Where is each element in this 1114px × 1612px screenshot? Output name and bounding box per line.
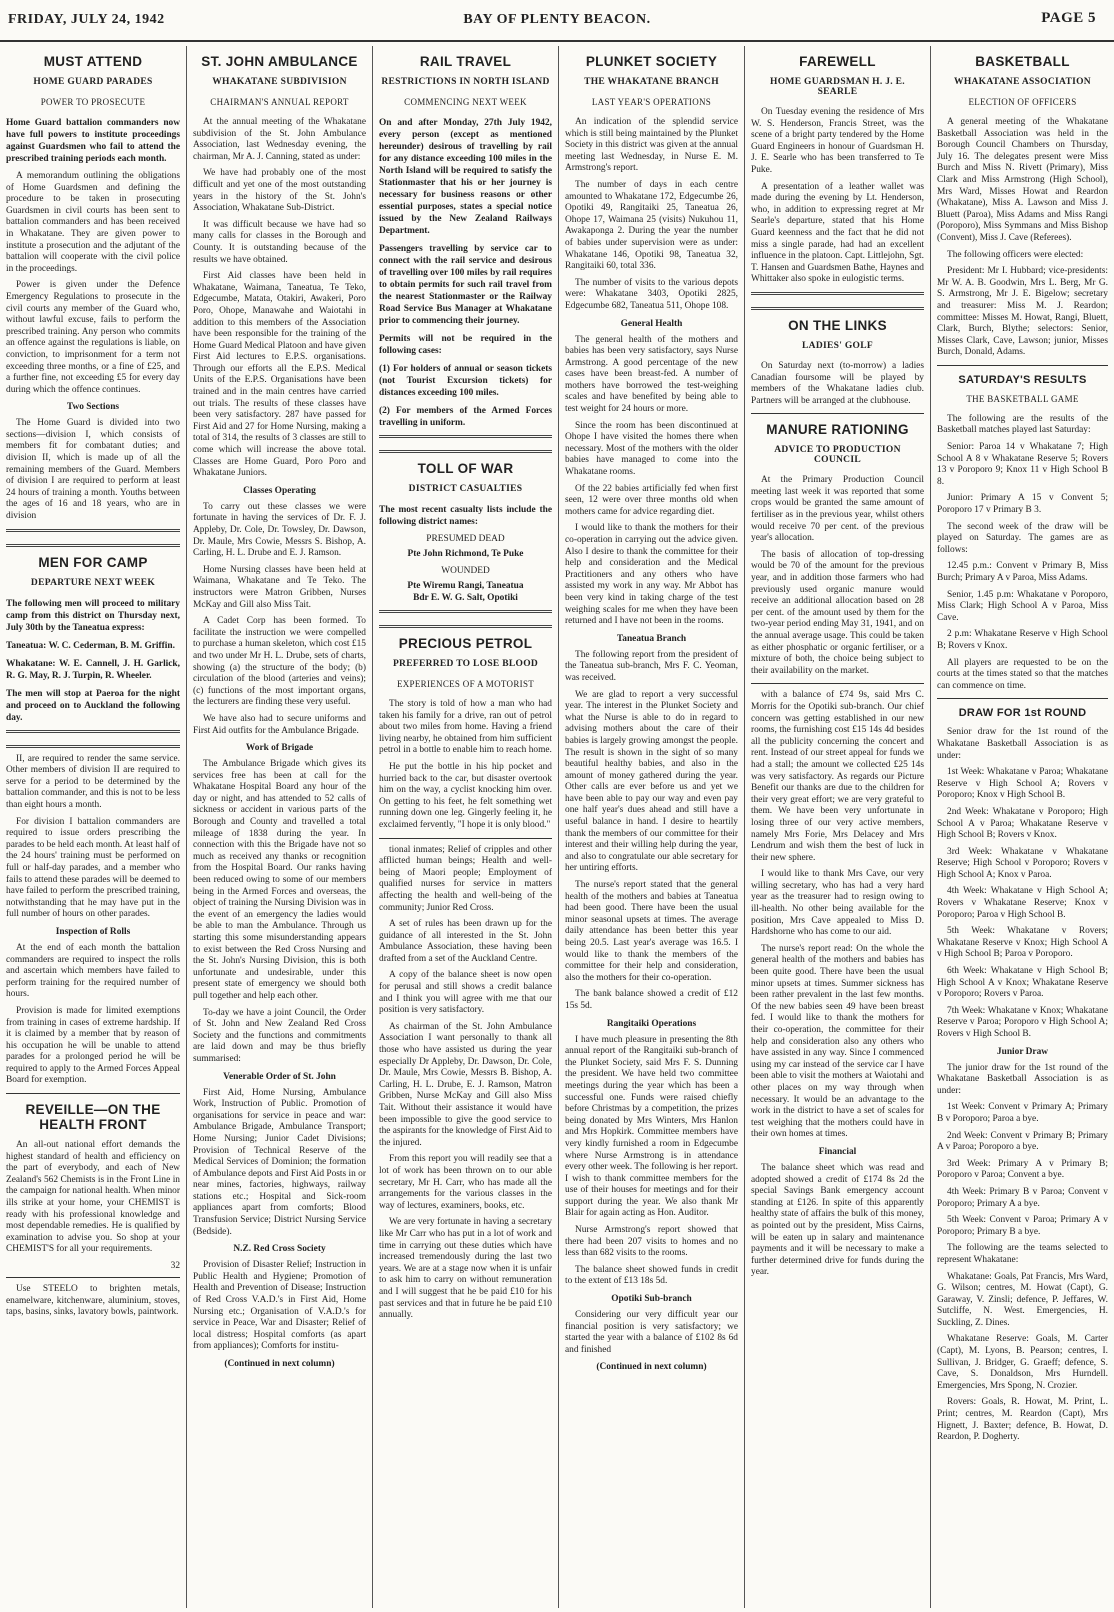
paragraph: The second week of the draw will be played on Saturday. The games are as follows:	[937, 521, 1108, 555]
paragraph: At the Primary Production Council meeting last week it was reported that some crops would be granted the same amount of fertiliser as in the previous year, whilst others would receive 70 per cent. of the previous year's allocation.	[751, 475, 924, 544]
paragraph: Rovers: Goals, R. Howat, M. Print, L. Print; centres, M. Reardon (Capt), Mrs Hignett, J. Baxter; defence, B. Howat, D. Reardon, P. Dogherty.	[937, 1397, 1108, 1443]
continued-note: (Continued in next column)	[224, 1359, 335, 1369]
advert-number: 32	[170, 1261, 180, 1271]
section-subhead: Two Sections	[66, 402, 120, 413]
rule	[6, 1277, 180, 1278]
lead-paragraph: Taneatua: W. C. Cederman, B. M. Griffin.	[6, 640, 175, 651]
paper-name: BAY OF PLENTY BEACON.	[463, 12, 651, 27]
column-1	[0, 46, 186, 1608]
paragraph: We have also had to secure uniforms and First Aid outfits for the Ambulance Brigade.	[193, 713, 366, 736]
section-subhead: General Health	[620, 318, 683, 329]
column-6	[930, 46, 1114, 1608]
paragraph: We are glad to report a very successful year. The interest in the Plunket Society and what the Nurse is able to do in regard to advising mothers about the care of their babies is largely growing amongst the people. The result is shown in the sight of so many beautiful healthy babies, and also in the amount of money gathered during the year. Other calls are ever before us and yet we have been able to pay our way and even pay one half year's dues ahead and still have a useful balance in hand. I desire to heartily thank the members of our committee for their interest and their willing help during the year, and also to congratulate our able secretary for her untiring efforts.	[565, 689, 738, 874]
rule	[751, 413, 924, 414]
section-subhead: Junior Draw	[996, 1046, 1049, 1057]
lead-paragraph: On and after Monday, 27th July 1942, every person (except as mentioned hereunder) desirous of travelling by rail for any distance exceeding 100 miles in the North Island will be required to satisfy the Stationmaster that his or her journey is necessary for business reasons or other essential purposes, states a special notice issued by the New Zealand Railways Department.	[379, 118, 552, 236]
section-subhead: Work of Brigade	[245, 743, 314, 754]
lead-paragraph: Permits will not be required in the following cases:	[379, 334, 552, 356]
paragraph: 6th Week: Whakatane v High School B; High School A v Knox; Whakatane Reserve v Poroporo; Rovers v Paroa.	[937, 966, 1108, 1000]
paragraph: We are very fortunate in having a secretary like Mr Carr who has put in a lot of work and time in carrying out these duties which have increased tremendously during the last two years. We are at a stage now when it is unfair to ask him to carry on without remuneration and I will suggest that he be paid £10 for his past services and that in future he be paid £10 annually.	[379, 1217, 552, 1321]
paragraph: Nurse Armstrong's report showed that there had been 207 visits to homes and no less than 682 visits to the rooms.	[565, 1225, 738, 1259]
continued-note: (Continued in next column)	[596, 1362, 707, 1373]
paragraph: The Ambulance Brigade which gives its services free has been at call for the Whakatane Hospital Board any hour of the day or night, and has attended to 52 calls of sickness or accident in various parts of the Borough and County and travelled a total mileage of 1838 during the year. In connection with this the Brigade have not so much as received any thanks or recognition from the Hospital Board. Our ranks having been reduced owing to some of our members being in the Armed Forces and overseas, the object of training the Nursing Division was in the event of an emergency the ladies would be able to man the Ambulance. Through us starting this some misunderstanding appears to exist between the Red Cross Nursing and the St. John's Nursing Division, this is both unfortunate and undesirable, under this present state of emergency we should both pull together and help each other.	[193, 759, 366, 1001]
lead-paragraph: The following men will proceed to military camp from this district on Thursday next, July 30th by the Taneatua express:	[6, 598, 180, 633]
headline-st-john: ST. JOHN AMBULANCE	[201, 54, 358, 69]
kicker: LAST YEAR'S OPERATIONS	[591, 97, 712, 107]
paragraph: On Saturday next (to-morrow) a ladies Canadian foursome will be played by members of the Whakatane ladies club. Partners will be arranged at the clubhouse.	[751, 360, 924, 406]
paragraph: with a balance of £74 9s, said Mrs C. Morris for the Opotiki sub-branch. Our chief concern was getting established in our new rooms, the furnishing cost £15 14s 4d besides all the publicity concerning the concert and rent. Instead of our street appeal for funds we had a stall; the amount we collected £25 14s was very satisfactory. As regards our Picture Benefit our thanks are due to the children for their very great effort; we are very grateful to them. We have been very unfortunate in losing three of our very active members, namely Mrs Forie, Mrs Delacey and Mrs Lendrum and wish them the best of luck in their new sphere.	[751, 690, 924, 863]
subhead: HOME GUARD PARADES	[33, 77, 153, 87]
paragraph: 2 p.m: Whakatane Reserve v High School B; Rovers v Knox.	[937, 629, 1108, 651]
paragraph: The nurse's report stated that the general health of the mothers and babies at Taneatua had been good. There have been the usual minor seasonal upsets at times. The average daily attendance has been better this year being 20.5. Last year's average was 16.5. I would like to thank the members of the committee for their help and consideration, also the mothers for their co-operation.	[565, 880, 738, 983]
paragraph: The following officers were elected:	[947, 249, 1084, 260]
advert-paragraph: An all-out national effort demands the highest standard of health and efficiency on the part of everybody, and each of New Zealand's 562 Chemists is in the Front Line in the campaign for national health. When minor ills strike at your home, your CHEMIST is ready with his professional knowledge and most dependable remedies. He is qualified by examination to advise you. So shop at your CHEMIST'S for all your requirements.	[6, 1140, 180, 1255]
subhead: HOME GUARDSMAN H. J. E. SEARLE	[770, 77, 905, 97]
headline-basketball: BASKETBALL	[975, 54, 1070, 69]
lead-paragraph: Whakatane: W. E. Cannell, J. H. Garlick, R. G. May, R. J. Turpin, R. Wheeler.	[6, 658, 180, 681]
ornamental-divider	[379, 610, 552, 628]
kicker: THE BASKETBALL GAME	[966, 393, 1079, 404]
paragraph: I would like to thank the mothers for their co-operation in carrying out the advice given. Also I desire to thank the committee for their help and consideration and the Medical Practitioners and any others who have assisted my work in any way. Mr Abbot has been very kind in taking charge of the test weighing scales for me when they have been returned and I have not been in the rooms.	[565, 523, 738, 627]
paragraph: 5th Week: Convent v Paroa; Primary A v Poroporo; Primary B a bye.	[937, 1215, 1108, 1237]
paragraph: Senior: Paroa 14 v Whakatane 7; High School A 8 v Whakatane Reserve 5; Rovers 13 v Poroporo 9; Knox 11 v High School B 8.	[937, 442, 1108, 487]
headline-plunket: PLUNKET SOCIETY	[585, 54, 718, 69]
paragraph: 4th Week: Primary B v Paroa; Convent v Poroporo; Primary A a bye.	[937, 1186, 1108, 1209]
paragraph: The following are the teams selected to represent Whakatane:	[937, 1243, 1108, 1265]
lead-paragraph: (1) For holders of annual or season tickets (not Tourist Excursion tickets) for distances exceeding 100 miles.	[379, 364, 552, 398]
paragraph: A Cadet Corp has been formed. To facilitate the instruction we were compelled to purchase a human skeleton, which cost £15 and two under Mr H. L. Drube, sets of charts, showing (a) the structure of the body; (b) circulation of the blood (arteries and veins); (c) functions of the most important organs, the lecturers are finding these very useful.	[193, 616, 366, 708]
paragraph: Considering our very difficult year our financial position is very satisfactory; we started the year with a balance of £102 8s 6d and finished	[565, 1310, 738, 1355]
kicker: POWER TO PROSECUTE	[40, 97, 146, 107]
paragraph: Power is given under the Defence Emergency Regulations to prosecute in the civil courts any member of the Guard who, without lawful excuse, fails to perform the prescribed training. Any person who commits an offence against the regulations is liable, on conviction, to imprisonment for a term not exceeding three months, or a fine of £25, and a further fine, not exceeding £5 for every day during which the offence continues.	[6, 280, 180, 395]
headline-draw: DRAW FOR 1st ROUND	[958, 707, 1087, 720]
ornamental-divider	[6, 730, 180, 748]
paragraph: First Aid classes have been held in Whakatane, Waimana, Taneatua, Te Teko, Edgecumbe, Matata, Otakiri, Awakeri, Poro Poro, Ohope, Manawahe and Waiotahi in addition to this members of the Association have been responsible for the training of the Home Guard Medical Platoon and have given First Aid lectures to E.P.S. organisations. Through our efforts all the E.P.S. Medical Units of the E.P.S. Organisations have been trained and in the main centres have carried out trials. The results of these classes have been very satisfactory. 287 have passed for First Aid and 27 for Home Nursing, making a total of 314, the results of 3 classes are still to come which will increase the above total. Classes are Home Guard, Poro Poro and Whakatane Juniors.	[193, 271, 366, 479]
subhead: PREFERRED TO LOSE BLOOD	[392, 659, 539, 669]
paragraph: All players are requested to be on the courts at the times stated so that the matches can commence on time.	[937, 657, 1108, 691]
paragraph: 3rd Week: Whakatane v Whakatane Reserve; High School v Poroporo; Rovers v High School A; Knox v Paroa.	[937, 846, 1108, 880]
paragraph: Home Nursing classes have been held at Waimana, Whakatane and Te Teko. The instructors were Matron Gribben, Nurses McKay and Gill also Miss Tait.	[193, 564, 366, 610]
paragraph: The balance sheet which was read and adopted showed a credit of £174 8s 2d the special Savings Bank emergency account standing at £126. In spite of this apparently healthy state of affairs the bulk of this money, as pointed out by the president, Miss Cairns, will be eaten up in salary and maintenance payments and it will be necessary to make a further determined drive for funds during the year.	[751, 1162, 924, 1278]
section-subhead: Financial	[818, 1146, 857, 1157]
paragraph: The following report from the president of the Taneatua sub-branch, Mrs F. C. Yeoman, was received.	[565, 649, 738, 683]
headline-men-for-camp: MEN FOR CAMP	[38, 554, 148, 570]
paragraph: 12.45 p.m.: Convent v Primary B, Miss Burch; Primary A v Paroa, Miss Adams.	[937, 561, 1108, 583]
paragraph: President: Mr I. Hubbard; vice-presidents: Mr W. A. B. Goodwin, Mrs L. Berg, Mr G. S. Armstrong, Mr J. E. Bigelow; secretary and treasurer: Miss M. J. Reardon; committee: Misses M. Howat, Rangi, Bluett, Clark, Burch, Blythe; selectors: Senior, Misses Clark, Cave, Lawson; junior, Misses Burch, Donald, Adams.	[937, 266, 1108, 358]
headline-rail-travel: RAIL TRAVEL	[419, 54, 512, 69]
paragraph: It was difficult because we have had so many calls for classes in the Borough and County. It is outstanding because of the results we have obtained.	[193, 219, 366, 265]
paragraph: On Tuesday evening the residence of Mrs W. S. Henderson, Francis Street, was the scene of a bright party tendered by the Home Guard Engineers in honour of Guardsman H. J. E. Searle who has been transferred to Te Puke.	[751, 107, 924, 175]
headline-precious-petrol: PRECIOUS PETROL	[398, 636, 533, 651]
headline-manure-rationing: MANURE RATIONING	[766, 422, 909, 438]
rule	[6, 1093, 180, 1094]
column-5	[744, 46, 930, 1608]
paragraph: A set of rules has been drawn up for the guidance of all interested in the St. John Ambulance Association, these having been drafted from a set of the Auckland Centre.	[379, 919, 552, 964]
advert-paragraph: Use STEELO to brighten metals, enamelware, kitchenware, aluminium, stoves, taps, basins, sinks, lavatory bowls, paintwork.	[6, 1284, 180, 1318]
paragraph: 3rd Week: Primary A v Primary B; Poroporo v Paroa; Convent a bye.	[937, 1158, 1108, 1181]
headline-must-attend: MUST ATTEND	[43, 54, 143, 69]
subhead: DISTRICT CASUALTIES	[408, 484, 523, 494]
paragraph: 4th Week: Whakatane v High School A; Rovers v Whakatane Reserve; Knox v Poroporo; Paroa v High School B.	[937, 886, 1108, 920]
paragraph: The basis of allocation of top-dressing would be 70 of the amount for the previous year, and in addition those farmers who had previously used organic manure would receive an additional allocation based on 28 per cent. of the amount used by them for the two-year period ending May 31, 1941, and on the annual average usage. This could be taken as either phosphatic or organic fertiliser, or a mixture of both, the choice being subject to their availability on the market.	[751, 549, 924, 676]
paragraph: Of the 22 babies artificially fed when first seen, 12 were over three months old when mothers came for advice regarding diet.	[565, 483, 738, 517]
paragraph: I have much pleasure in presenting the 8th annual report of the Rangitaiki sub-branch of the Plunket Society, said Mrs F. S. Dunning the president. We have held two committee meetings during the year which has been a successful one. Funds were raised chiefly before Christmas by a competition, the prizes being donated by Mrs Winters, Mrs Hanlon and Mrs Hopkirk. Committee members have very kindly furnished a room in Edgecumbe where Nurse Armstrong is in attendance every other week. The following is her report. I wish to thank committee members for the use of their houses for meetings and for their support during the year. We also thank Mr Blair for again acting as Hon. Auditor.	[565, 1034, 738, 1219]
paragraph: 1st Week: Whakatane v Paroa; Whakatane Reserve v High School A; Rovers v Poroporo; Knox v High School B.	[937, 767, 1108, 801]
paragraph: To-day we have a joint Council, the Order of St. John and New Zealand Red Cross Society and the functions and commitments are laid down and may be thus briefly summarised:	[193, 1007, 366, 1064]
casualty-category: PRESUMED DEAD	[426, 534, 505, 544]
column-2	[186, 46, 372, 1608]
paragraph: Junior: Primary A 15 v Convent 5; Poroporo 17 v Primary B 3.	[937, 493, 1108, 516]
paragraph: Senior, 1.45 p.m: Whakatane v Poroporo, Miss Clark; High School A v Paroa, Miss Cave.	[937, 589, 1108, 623]
paragraph: The number of days in each centre amounted to Whakatane 172, Edgecumbe 26, Opotiki 49, Rangitaiki 25, Taneatua 26, Ohope 17, Waimana 25 (visits) Nukuhou 11, Awakaponga 2. During the year the number of babies under supervision were as under: Whakatane 146, Opotiki 98, Taneatua 32, Rangitaiki 60, total 336.	[565, 179, 738, 272]
rule	[379, 838, 552, 839]
section-subhead: Inspection of Rolls	[55, 926, 131, 937]
paragraph: The story is told of how a man who had taken his family for a drive, ran out of petrol about two miles from home. Having a friend living nearby, he obtained from him sufficient petrol in a bottle to enable him to reach home.	[379, 699, 552, 756]
column-3	[372, 46, 558, 1608]
casualty-name: Pte Wiremu Rangi, Taneatua	[407, 581, 524, 591]
paragraph: The general health of the mothers and babies has been very satisfactory, says Nurse Armstrong. A good percentage of the new cases have been breast-fed. A number of mothers have borrowed the test-weighing scales and have benefited by being able to test weight for 24 hours or more.	[565, 334, 738, 415]
paragraph: The number of visits to the various depots were: Whakatane 3403, Opotiki 2825, Edgecumbe 682, Taneatua 511, Ohope 108.	[565, 277, 738, 311]
kicker: COMMENCING NEXT WEEK	[404, 97, 527, 107]
paragraph: From this report you will readily see that a lot of work has been thrown on to our able secretary, Mr H. Carr, who has made all the arrangements for the various classes in the way of lectures, examiners, books, etc.	[379, 1154, 552, 1211]
subhead: RESTRICTIONS IN NORTH ISLAND	[381, 77, 550, 87]
paragraph: I would like to thank Mrs Cave, our very willing secretary, who has had a very hard year as the treasurer had to resign owing to ill-health. No other being available for the position, Mrs Cave appealed to Miss D. Hardshorne who has come to our aid.	[751, 869, 924, 938]
paragraph: 1st Week: Convent v Primary A; Primary B v Poroporo; Paroa a bye.	[937, 1102, 1108, 1124]
rule	[937, 365, 1108, 366]
paragraph: At the annual meeting of the Whakatane subdivision of the St. John Ambulance Association, last Wednesday evening, the chairman, Mr A. J. Canning, stated as under:	[193, 117, 366, 162]
headline-saturdays-results: SATURDAY'S RESULTS	[958, 373, 1087, 386]
paragraph: The following are the results of the Basketball matches played last Saturday:	[937, 413, 1108, 436]
kicker: ELECTION OF OFFICERS	[968, 97, 1077, 107]
section-subhead: Taneatua Branch	[616, 633, 687, 644]
ornamental-divider	[6, 529, 180, 547]
paragraph: A memorandum outlining the obligations of Home Guardsmen and defining the procedure to be taken in prosecuting Guardsmen in civil courts has been sent to battalion commanders and has been received in Whakatane. They are given power to institute a prosecution and the adjutant of the battalion will cooperate with the civil police in the proceedings.	[6, 171, 180, 274]
paragraph: tional inmates; Relief of cripples and other afflicted human beings; Health and well-being of Maori people; Employment of qualified nurses for service in matters affecting the health and well-being of the community; Junior Red Cross.	[379, 844, 552, 913]
paragraph: As chairman of the St. John Ambulance Association I want personally to thank all those who have assisted us during the year especially Dr Appleby, Dr. Dawson, Dr. Cole, Dr. Maule, Mrs Cowie, Messrs B. Bishop, A. Carling, H. L. Drube, E. J. Ramson, Matron Gribben, Nurse McKay and Gill also Miss Tait. Without their assistance it would have been impossible to give the good service to the aspirants for the knowledge of First Aid to the injured.	[379, 1021, 552, 1148]
lead-paragraph: The most recent casualty lists include the following district names:	[379, 505, 552, 527]
kicker: EXPERIENCES OF A MOTORIST	[396, 679, 535, 689]
rule	[937, 698, 1108, 699]
issue-date: FRIDAY, JULY 24, 1942	[8, 12, 165, 27]
section-subhead: N.Z. Red Cross Society	[233, 1244, 326, 1255]
ornamental-divider	[379, 435, 552, 453]
paragraph: The Home Guard is divided into two sections—division I, which consists of members fit for combatant duties; and division II, which is made up of all the remaining members of the Guard. Members of division I are required to perform at least 24 hours of training a month. Youths between the ages of 16 and 18 years, who are in division	[6, 418, 180, 522]
paragraph: The balance sheet showed funds in credit to the extent of £13 18s 5d.	[565, 1264, 738, 1287]
paragraph: Provision of Disaster Relief; Instruction in Public Health and Hygiene; Promotion of Health and Prevention of Disease; Instruction of Red Cross V.A.D.'s in First Aid, Home Nursing etc.; Organisation of V.A.D.'s for service in Peace, War and Disaster; Relief of local distress; Hospital comforts (as apart from appliances); Comforts for institu-	[193, 1260, 366, 1352]
subhead: WHAKATANE SUBDIVISION	[212, 77, 347, 87]
paragraph: He put the bottle in his hip pocket and hurried back to the car, but disaster overtook him on the way, a cyclist knocking him over. On getting to his feet, he felt something wet running down one leg. Gingerly feeling it, he exclaimed fervently, "I hope it is only blood."	[379, 761, 552, 830]
subhead: LADIES' GOLF	[802, 340, 873, 351]
paragraph: The junior draw for the 1st round of the Whakatane Basketball Association is as under:	[937, 1062, 1108, 1096]
subhead: WHAKATANE ASSOCIATION	[954, 77, 1091, 87]
paragraph: Senior draw for the 1st round of the Whakatane Basketball Association is as under:	[937, 727, 1108, 761]
kicker: CHAIRMAN'S ANNUAL REPORT	[210, 97, 349, 107]
rule	[751, 683, 924, 684]
headline-farewell: FAREWELL	[799, 54, 876, 69]
paragraph: An indication of the splendid service which is still being maintained by the Plunket Society in this district was given at the annual meeting last Wednesday, in Nurse E. M. Armstrong's report.	[565, 117, 738, 174]
headline-reveille: REVEILLE—ON THE HEALTH FRONT	[25, 1102, 161, 1133]
page-number: PAGE 5	[1041, 10, 1096, 26]
casualty-name: Bdr E. W. G. Salt, Opotiki	[413, 593, 518, 603]
paragraph: 2nd Week: Whakatane v Poroporo; High School A v Paroa; Whakatane Reserve v High School B; Rovers v Knox.	[937, 806, 1108, 841]
casualty-category: WOUNDED	[441, 566, 490, 576]
section-subhead: Venerable Order of St. John	[223, 1071, 336, 1082]
paragraph: 7th Week: Whakatane v Knox; Whakatane Reserve v Paroa; Poroporo v High School A; Rovers v High School B.	[937, 1005, 1108, 1039]
headline-toll-of-war: TOLL OF WAR	[417, 461, 514, 476]
paragraph: The nurse's report read: On the whole the general health of the mothers and babies has been quite good. There have been the usual minor upsets at times. Summer sickness has been rather prevalent in the last few months. Of the new babies seen 49 have been breast fed. I would like to thank the mothers for their co-operation, the committee for their help and consideration also any others who have assisted in any way. Since I commenced using my car instead of the service car I have been able to visit the mothers at Waiotahi and other places on my way through when necessary. It would be an advantage to the work in the district to have a set of scales for test weighing that the mothers could have in their own homes at times.	[751, 943, 924, 1140]
paragraph: Whakatane Reserve: Goals, M. Carter (Capt), M. Lyons, B. Pearson; centres, I. Sullivan, J. Bridger, G. Graeff; defence, S. Cave, S. Donaldson, Mrs Hurndell. Emergencies, Mrs Spong, N. Crozier.	[937, 1334, 1108, 1391]
paragraph: A general meeting of the Whakatane Basketball Association was held in the Borough Council Chambers on Thursday, July 16. The delegates present were Miss Burch and Miss N. Rivett (Primary), Miss Clark and Miss Armstrong (High School), Mrs Ward, Misses Howat and Reardon (Whakatane), Miss A. Lawson and Miss J. Bluett (Paroa), Miss Adams and Miss Rangi (Poroporo), Miss Symmans and Miss Bishop (Convent), Miss J. Cave (Referees).	[937, 117, 1108, 243]
column-4	[558, 46, 744, 1608]
lead-paragraph: Home Guard battalion commanders now have full powers to institute proceedings against Guardsmen who fail to attend the prescribed training periods each month.	[6, 118, 180, 164]
paragraph: Whakatane: Goals, Pat Francis, Mrs Ward, G. Wilson; centres, M. Howat (Capt), G. Garaway, V. Zinsli; defence, P. Jeffares, W. Sutcliffe, N. West. Emergencies, H. Suckling, Z. Dines.	[937, 1271, 1108, 1328]
paragraph: For division I battalion commanders are required to issue orders prescribing the parades to be held each month. At least half of the 24 hours' training must be performed on full or half-day parades, and a member who fails to attend these parades will be deemed to have failed to perform the prescribed training, notwithstanding that he may have put in the full number of hours on other parades.	[6, 816, 180, 920]
paragraph: To carry out these classes we were fortunate in having the services of Dr. F. J. Appleby, Dr. Cole, Dr. Towsley, Dr. Dawson, Dr. Maule, Mrs Cowie, Messrs S. Bishop, A. Carling, H. L. Drube and E. J. Ramson.	[193, 501, 366, 559]
paragraph: II, are required to render the same service. Other members of division II are required to serve for a period to be determined by the battalion commander, and this is not to be less than eight hours a month.	[6, 753, 180, 810]
paragraph: We have had probably one of the most difficult and yet one of the most outstanding years in the history of the St. John's Association, Whakatane Sub-District.	[193, 168, 366, 214]
lead-paragraph: The men will stop at Paeroa for the night and proceed on to Auckland the following day.	[6, 688, 180, 723]
paragraph: A copy of the balance sheet is now open for perusal and still shows a credit balance and I think you will agree with me that our position is very satisfactory.	[379, 970, 552, 1016]
paragraph: 2nd Week: Convent v Primary B; Primary A v Paroa; Poroporo a bye.	[937, 1130, 1108, 1153]
ornamental-divider	[751, 292, 924, 310]
paragraph: 5th Week: Whakatane v Rovers; Whakatane Reserve v Knox; High School A v High School B; Paroa v Poroporo.	[937, 926, 1108, 960]
masthead	[0, 0, 1114, 42]
subhead: ADVICE TO PRODUCTION COUNCIL	[774, 445, 901, 466]
lead-paragraph: (2) For members of the Armed Forces travelling in uniform.	[379, 406, 552, 428]
lead-paragraph: Passengers travelling by service car to connect with the rail service and desirous of travelling over 100 miles by rail requires to obtain permits for such rail travel from the nearest Stationmaster or the Railway Road Service Bus Manager at Whakatane prior to commencing their journey.	[379, 244, 552, 326]
paragraph: Provision is made for limited exemptions from training in cases of extreme hardship. If it is claimed by a member that by reason of his occupation he will be unable to attend parades for a prolonged period he will be required to apply to the Armed Forces Appeal Board for exemption.	[6, 1005, 180, 1086]
subhead: THE WHAKATANE BRANCH	[584, 77, 719, 87]
paragraph: The bank balance showed a credit of £12 15s 5d.	[565, 989, 738, 1011]
paragraph: Since the room has been discontinued at Ohope I have visited the homes there when necessary. Most of the mothers with the older babies have managed to come into the Whakatane rooms.	[565, 420, 738, 478]
paragraph: First Aid, Home Nursing, Ambulance Work, Instruction of Public. Promotion of organisations for service in peace and war: Ambulance Brigade, Ambulance Transport; Home Nursing; Junior Cadet Divisions; Provision of Technical Reserve of the Medical Services of Dominion; the formation of Ambulance depots and First Aid Posts in or near mines, factories, highways, railway stations etc.; Hospital and Sick-room appliances apart from comforts; Blood Transfusion Service; District Nursing Service (Bedside).	[193, 1087, 366, 1237]
columns	[0, 46, 1114, 1608]
section-subhead: Opotiki Sub-branch	[611, 1294, 692, 1305]
casualty-name: Pte John Richmond, Te Puke	[407, 549, 524, 559]
section-subhead: Rangitaiki Operations	[606, 1018, 697, 1029]
headline-on-the-links: ON THE LINKS	[788, 317, 887, 333]
section-subhead: Classes Operating	[243, 485, 316, 496]
paragraph: At the end of each month the battalion commanders are required to inspect the rolls and ascertain which members have failed to perform training for the required number of hours.	[6, 942, 180, 1000]
subhead: DEPARTURE NEXT WEEK	[30, 577, 156, 588]
paragraph: A presentation of a leather wallet was made during the evening by Lt. Henderson, who, in addition to expressing regret at Mr Searle's departure, stated that his Home Guard keenness and the fact that he did not miss a single parade, had had an excellent influence in the platoon. Capt. Littlejohn, Sgt. T. Hansen and Guardsmen Bathe, Haynes and Whittaker also spoke in eulogistic terms.	[751, 181, 924, 285]
